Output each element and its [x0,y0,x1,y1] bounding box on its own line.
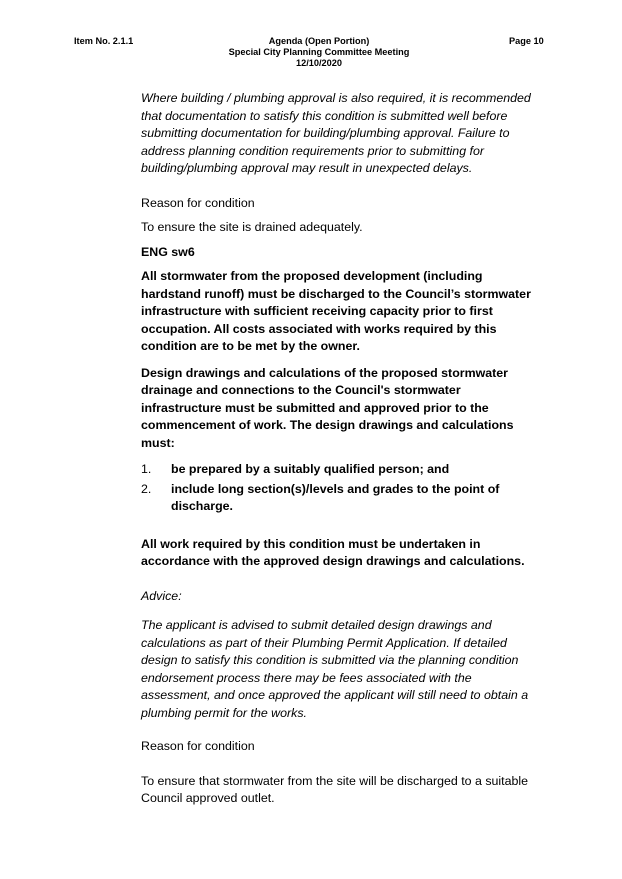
list-item-number: 2. [141,481,152,496]
list-item [141,481,536,516]
list-item-number: 1. [141,462,152,476]
condition-code: ENG sw6 [141,244,195,259]
building-approval-advice: Where building / plumbing approval is also required, it is recommended that documentation to satisfy this condition is submitted well before submitting documentation for building/plumbing approval. Failure to address planning condition requirements prior to submitting for building/plumbing approval may result in unexpected delays. [141,91,531,175]
header-item-number: Item No. 2.1.1 [74,36,134,46]
list-item-text: include long section(s)/levels and grades to the point of discharge. [171,481,500,513]
list-item-text: be prepared by a suitably qualified person; and [171,462,450,476]
advice-heading: Advice: [141,588,182,603]
header-page-number: Page 10 [509,36,544,46]
list-item [141,461,536,479]
condition-paragraph-3: All work required by this condition must be undertaken in accordance with the approved design drawings and calculations. [141,536,525,568]
header-date: 12/10/2020 [296,58,342,68]
advice-text: The applicant is advised to submit detailed design drawings and calculations as part of their Plumbing Permit Application. If detailed design to satisfy this condition is submitted via the planning condition endorsement process there may be fees associated with the assessment, and once approved the applicant will still need to obtain a plumbing permit for the works. [141,618,529,720]
document-body [141,90,536,808]
reason-heading: Reason for condition [141,195,255,210]
condition-paragraph-2: Design drawings and calculations of the proposed stormwater drainage and connections to the Council's stormwater infrastructure must be submitted and approved prior to the commencement of work. The design drawings and calculations must: [141,365,514,450]
header-title-block [170,36,468,69]
condition-paragraph-1: All stormwater from the proposed development (including hardstand runoff) must be discharged to the Council’s stormwater infrastructure with sufficient receiving capacity prior to first occupation. All costs associated with works required by this condition are to be met by the owner. [141,269,531,353]
requirements-list [141,461,536,516]
reason-heading: Reason for condition [141,739,255,753]
reason-text: To ensure the site is drained adequately. [141,220,363,234]
header-title-line-1: Agenda (Open Portion) [268,36,370,46]
header-title-line-2: Special City Planning Committee Meeting [228,47,410,57]
reason-text: To ensure that stormwater from the site will be discharged to a suitable Council approved outlet. [141,773,529,805]
